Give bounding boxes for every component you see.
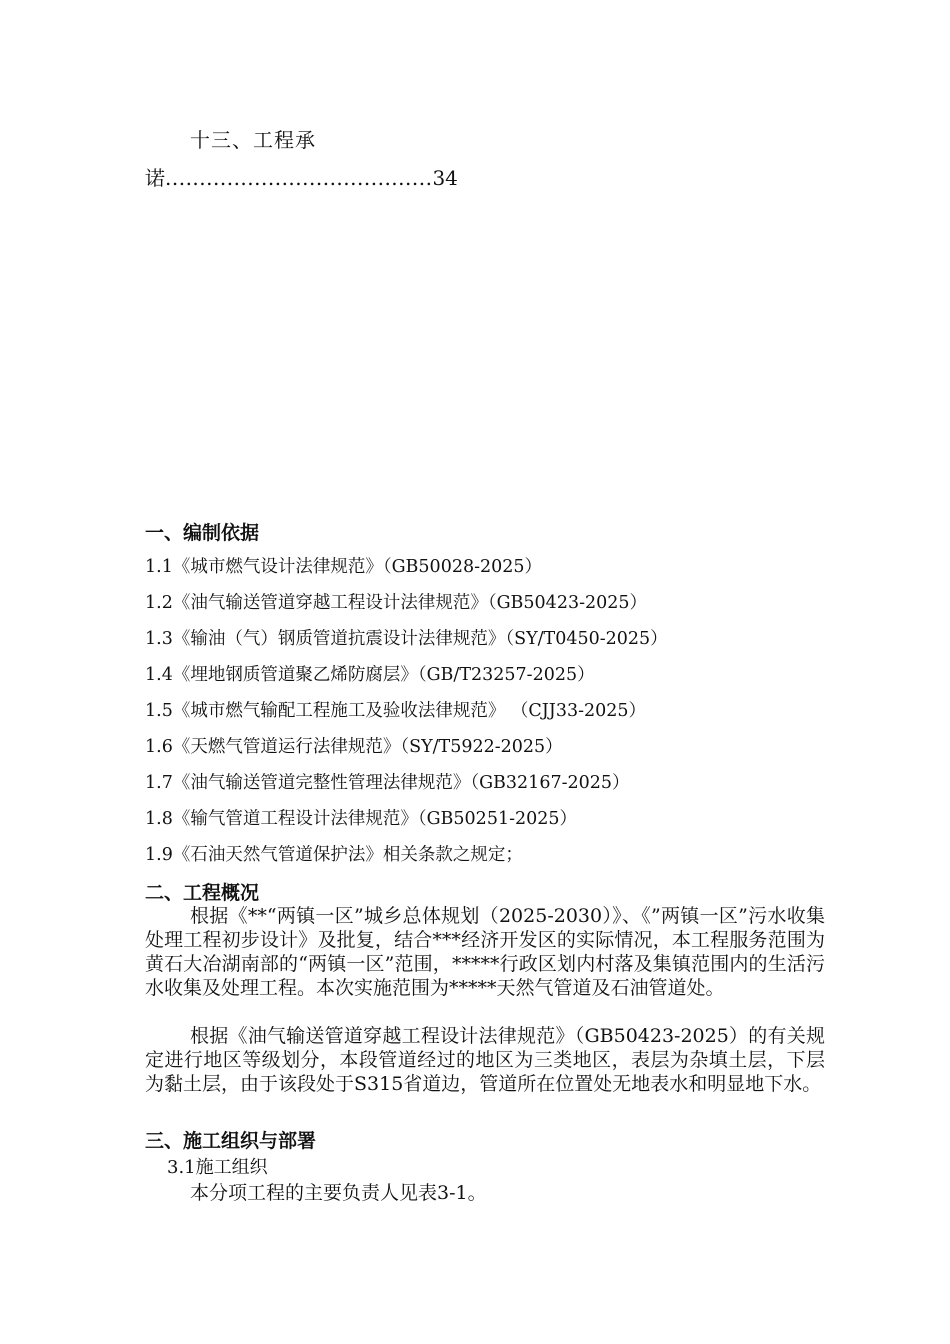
list-item: 1.6《天燃气管道运行法律规范》（SY/T5922-2025） bbox=[145, 737, 563, 757]
list-item: 1.7《油气输送管道完整性管理法律规范》（GB32167-2025） bbox=[145, 773, 630, 793]
toc-leader-dots: ....................................... bbox=[165, 166, 433, 190]
overview-paragraph-2: 根据《油气输送管道穿越工程设计法律规范》（GB50423-2025）的有关规定进行地区等级划分，本段管道经过的地区为三类地区，表层为杂填土层，下层为黏土层，由于该段处于S315省道边，管道所在位置处无地表水和明显地下水。 bbox=[145, 1025, 825, 1095]
section-heading-overview: 二、工程概况 bbox=[145, 882, 260, 904]
list-item: 1.8《输气管道工程设计法律规范》（GB50251-2025） bbox=[145, 809, 578, 829]
section-heading-organization: 三、施工组织与部署 bbox=[145, 1130, 317, 1152]
section-heading-basis: 一、编制依据 bbox=[145, 522, 260, 544]
list-item: 1.1《城市燃气设计法律规范》（GB50028-2025） bbox=[145, 557, 543, 577]
toc-page-number: 34 bbox=[432, 166, 458, 190]
list-item: 1.9《石油天然气管道保护法》相关条款之规定； bbox=[145, 845, 523, 865]
overview-paragraph-1: 根据《**“两镇一区”城乡总体规划（2025-2030）》、《”两镇一区”污水收集处理工程初步设计》及批复，结合***经济开发区的实际情况，本工程服务范围为黄石大冶湖南部的“两镇一区”范围，*****行政区划内村落及集镇范围内的生活污水收集及处理工程。本次实施范围为*****天然气管道及石油管道处。 bbox=[145, 905, 825, 999]
list-item: 1.5《城市燃气输配工程施工及验收法律规范》 （CJJ33-2025） bbox=[145, 701, 647, 721]
body-text: 本分项工程的主要负责人见表3-1。 bbox=[190, 1182, 487, 1204]
toc-entry-line bbox=[145, 162, 458, 191]
basis-list bbox=[145, 555, 668, 879]
list-item: 1.4《埋地钢质管道聚乙烯防腐层》（GB/T23257-2025） bbox=[145, 665, 595, 685]
toc-entry-wrap: 诺 bbox=[145, 166, 165, 190]
toc-entry-title: 十三、工程承 bbox=[190, 128, 316, 152]
list-item: 1.3《输油（气）钢质管道抗震设计法律规范》（SY/T0450-2025） bbox=[145, 629, 668, 649]
subsection-heading: 3.1施工组织 bbox=[167, 1157, 268, 1178]
list-item: 1.2《油气输送管道穿越工程设计法律规范》（GB50423-2025） bbox=[145, 593, 648, 613]
